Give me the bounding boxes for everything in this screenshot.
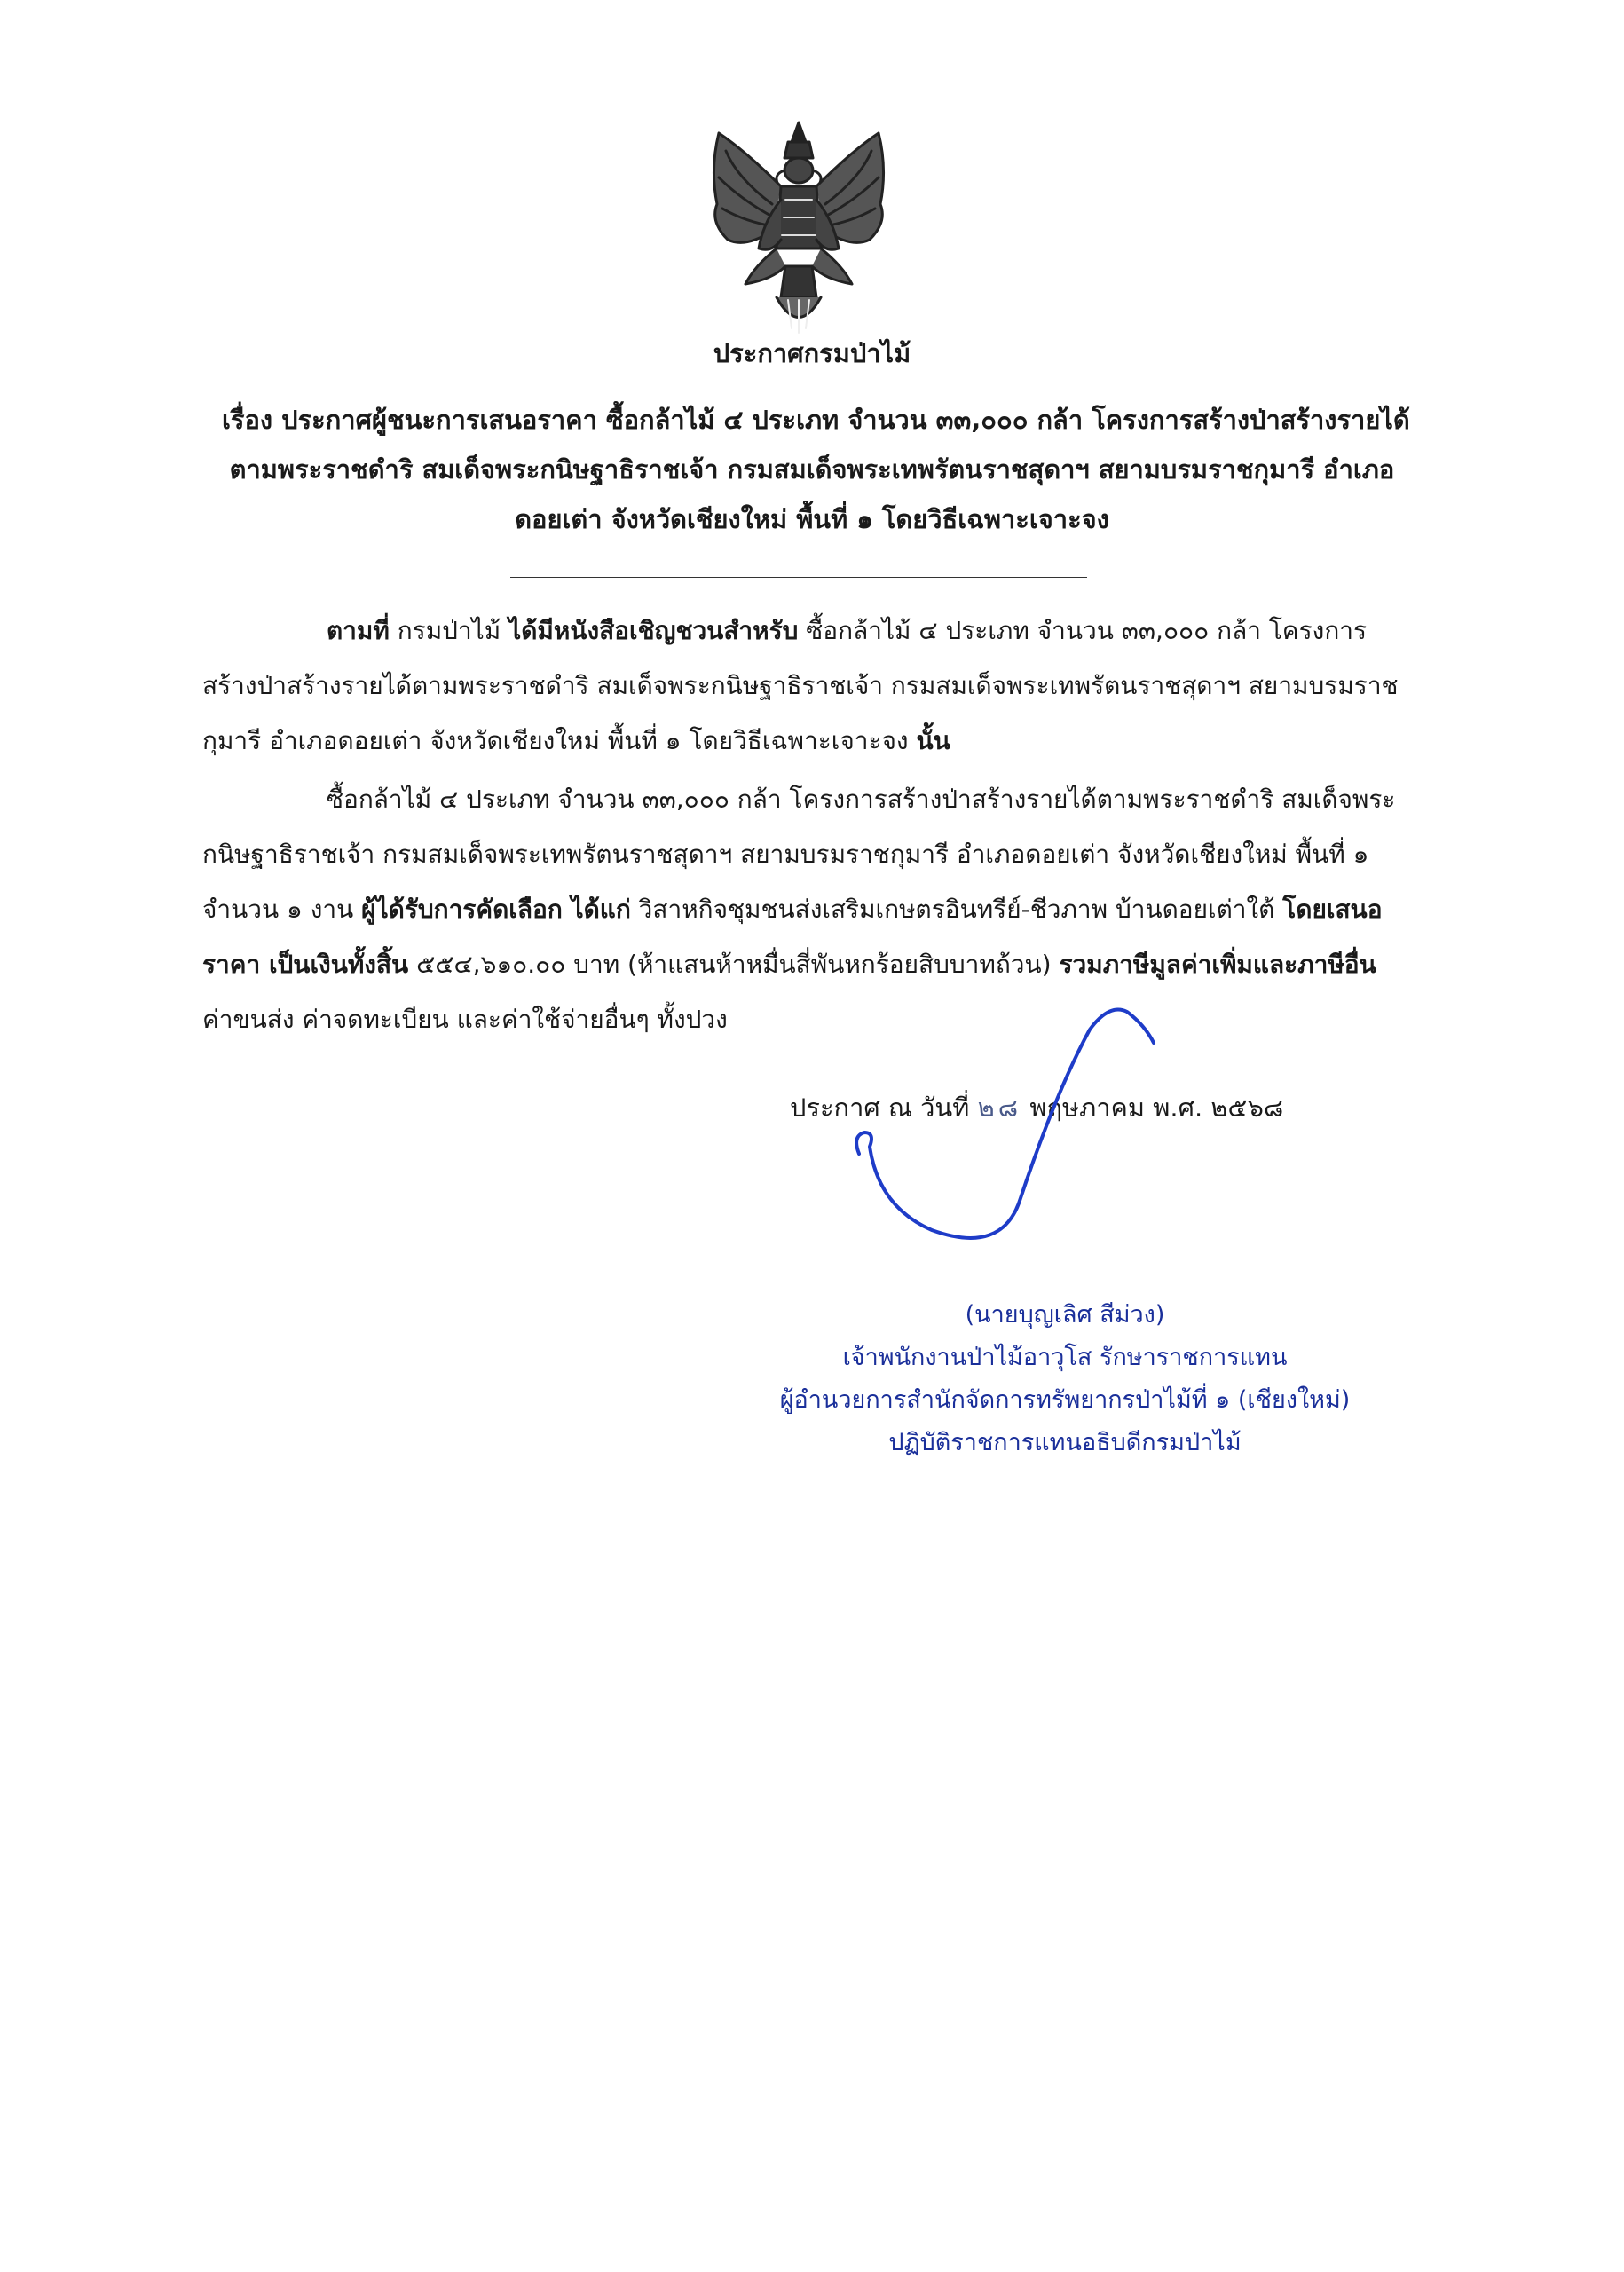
paragraph-1-line-2: สร้างป่าสร้างรายได้ตามพระราชดำริ สมเด็จพระกนิษฐาธิราชเจ้า กรมสมเด็จพระเทพรัตนราชสุดาฯ สยามบรมราช (202, 671, 1399, 700)
signer-block (710, 1294, 1420, 1464)
subject-block (222, 395, 1410, 544)
paragraph-1-line-3: กุมารี อำเภอดอยเต่า จังหวัดเชียงใหม่ พื้นที่ ๑ โดยวิธีเฉพาะเจาะจง นั้น (202, 726, 950, 755)
paragraph-2-line-5: ค่าขนส่ง ค่าจดทะเบียน และค่าใช้จ่ายอื่นๆ ทั้งปวง (202, 1005, 728, 1034)
date-month-year: พฤษภาคม พ.ศ. ๒๕๖๘ (1029, 1093, 1284, 1123)
date-prefix: ประกาศ ณ วันที่ (790, 1093, 970, 1123)
paragraph-2-line-4: ราคา เป็นเงินทั้งสิ้น ๕๕๔,๖๑๐.๐๐ บาท (ห้าแสนห้าหมื่นสี่พันหกร้อยสิบบาทถ้วน) รวมภาษีมูลค่าเพิ่มและภาษีอื่น (202, 950, 1376, 979)
garuda-emblem-icon (692, 115, 905, 337)
paragraph-2-line-2: กนิษฐาธิราชเจ้า กรมสมเด็จพระเทพรัตนราชสุดาฯ สยามบรมราชกุมารี อำเภอดอยเต่า จังหวัดเชียงใหม่ พื้นที่ ๑ (202, 840, 1369, 869)
title-divider (510, 577, 1087, 578)
handwritten-signature (852, 1003, 1242, 1322)
signer-position-1: เจ้าพนักงานป่าไม้อาวุโส รักษาราชการแทน (842, 1344, 1288, 1371)
signer-name: (นายบุญเลิศ สีม่วง) (965, 1301, 1165, 1329)
paragraph-2 (202, 772, 1427, 1047)
subject-line-3: ดอยเต่า จังหวัดเชียงใหม่ พื้นที่ ๑ โดยวิธีเฉพาะเจาะจง (515, 504, 1109, 534)
signer-position-3: ปฏิบัติราชการแทนอธิบดีกรมป่าไม้ (888, 1429, 1242, 1456)
signer-position-2: ผู้อำนวยการสำนักจัดการทรัพยากรป่าไม้ที่ ๑ (เชียงใหม่) (779, 1386, 1351, 1414)
paragraph-2-line-1: ซื้อกล้าไม้ ๔ ประเภท จำนวน ๓๓,๐๐๐ กล้า โครงการสร้างป่าสร้างรายได้ตามพระราชดำริ สมเด็จพระ (327, 785, 1396, 814)
paragraph-2-line-3: จำนวน ๑ งาน ผู้ได้รับการคัดเลือก ได้แก่ วิสาหกิจชุมชนส่งเสริมเกษตรอินทรีย์-ชีวภาพ บ้านดอยเต่าใต้ โดยเสนอ (202, 895, 1383, 924)
paragraph-1 (202, 604, 1427, 769)
paragraph-1-line-1: ตามที่ กรมป่าไม้ ได้มีหนังสือเชิญชวนสำหรับ ซื้อกล้าไม้ ๔ ประเภท จำนวน ๓๓,๐๐๐ กล้า โครงการ (327, 616, 1368, 645)
subject-line-2: ตามพระราชดำริ สมเด็จพระกนิษฐาธิราชเจ้า กรมสมเด็จพระเทพรัตนราชสุดาฯ สยามบรมราชกุมารี อำเภอ (229, 454, 1395, 485)
subject-line-1: เรื่อง ประกาศผู้ชนะการเสนอราคา ซื้อกล้าไม้ ๔ ประเภท จำนวน ๓๓,๐๐๐ กล้า โครงการสร้างป่าสร้างรายได้ (222, 405, 1410, 435)
date-day: ๒๘ (977, 1093, 1022, 1123)
document-title: ประกาศกรมป่าไม้ (713, 338, 911, 368)
